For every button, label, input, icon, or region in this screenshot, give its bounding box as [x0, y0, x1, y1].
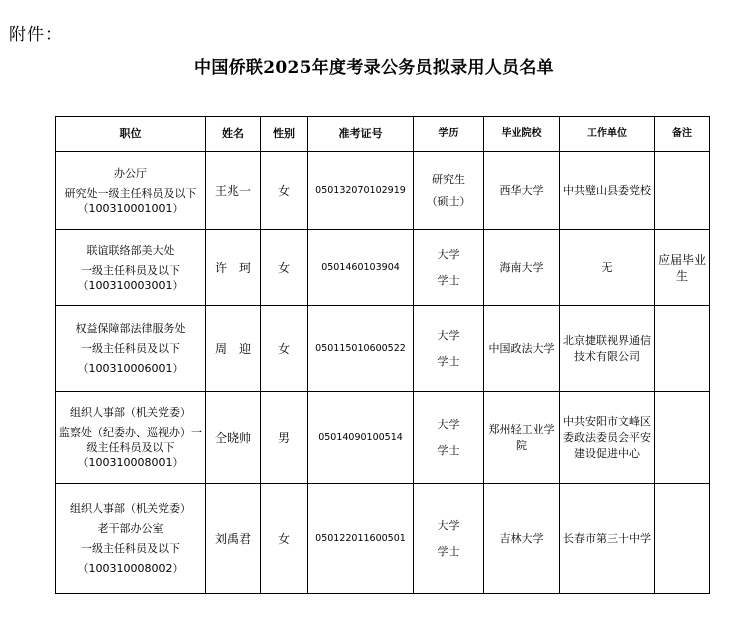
education-line: 学士: [437, 544, 460, 558]
cell-education: [414, 392, 484, 484]
cell-position: [56, 306, 206, 392]
cell-school: 海南大学: [484, 230, 560, 306]
education-line: 大学: [437, 417, 460, 431]
cell-name: 王兆一: [206, 152, 261, 230]
position-line: 办公厅: [114, 166, 147, 180]
cell-work-unit: 中共安阳市文峰区委政法委员会平安建设促进中心: [560, 392, 655, 484]
position-line: 组织人事部（机关党委）: [70, 406, 191, 419]
cell-gender: 女: [261, 306, 308, 392]
position-line: 联谊联络部美大处: [86, 243, 175, 257]
cell-exam-id: 0501460103904: [308, 230, 414, 306]
cell-school: 中国政法大学: [484, 306, 560, 392]
cell-remark: [655, 392, 710, 484]
column-header-exam-id: 准考证号: [308, 117, 414, 152]
education-line: 大学: [437, 328, 460, 342]
cell-position: [56, 484, 206, 594]
education-line: 学士: [437, 354, 460, 368]
cell-school: 吉林大学: [484, 484, 560, 594]
cell-education: [414, 306, 484, 392]
cell-name: 刘禹君: [206, 484, 261, 594]
table-row: [56, 306, 710, 392]
position-line: （100310008002）: [77, 562, 184, 575]
cell-name: 许 珂: [206, 230, 261, 306]
column-header-work-unit: 工作单位: [560, 117, 655, 152]
position-line: 组织人事部（机关党委）: [70, 502, 191, 515]
position-line: 监察处（纪委办、巡视办）一级主任科员及以下（100310008001）: [59, 426, 202, 469]
education-line: 大学: [437, 518, 460, 532]
table-row: [56, 230, 710, 306]
table-header-row: [56, 117, 710, 152]
table-row: [56, 392, 710, 484]
cell-education: [414, 152, 484, 230]
cell-education: [414, 484, 484, 594]
cell-name: 仝晓帅: [206, 392, 261, 484]
cell-work-unit: 无: [560, 230, 655, 306]
cell-position: [56, 230, 206, 306]
cell-gender: 男: [261, 392, 308, 484]
education-line: （硕士）: [426, 194, 471, 208]
column-header-remark: 备注: [655, 117, 710, 152]
column-header-school: 毕业院校: [484, 117, 560, 152]
cell-work-unit: 中共璧山县委党校: [560, 152, 655, 230]
cell-education: [414, 230, 484, 306]
cell-position: [56, 152, 206, 230]
cell-gender: 女: [261, 230, 308, 306]
position-line: 老干部办公室: [97, 522, 164, 535]
table-row: [56, 484, 710, 594]
position-line: 研究处一级主任科员及以下（100310001001）: [64, 186, 197, 215]
education-line: 大学: [437, 247, 460, 261]
education-line: 研究生: [432, 172, 465, 186]
column-header-name: 姓名: [206, 117, 261, 152]
cell-remark: 应届毕业生: [655, 230, 710, 306]
cell-name: 周 迎: [206, 306, 261, 392]
column-header-position: 职位: [56, 117, 206, 152]
attachment-label: 附件：: [9, 25, 63, 45]
position-line: （100310003001）: [77, 278, 184, 292]
column-header-gender: 性别: [261, 117, 308, 152]
cell-work-unit: 北京捷联视界通信技术有限公司: [560, 306, 655, 392]
column-header-education: 学历: [414, 117, 484, 152]
education-line: 学士: [437, 273, 460, 287]
cell-exam-id: 050115010600522: [308, 306, 414, 392]
table-row: [56, 152, 710, 230]
cell-remark: [655, 306, 710, 392]
page-title: 中国侨联2025年度考录公务员拟录用人员名单: [194, 58, 554, 78]
cell-gender: 女: [261, 484, 308, 594]
position-line: 一级主任科员及以下: [81, 342, 180, 355]
position-line: （100310006001）: [77, 362, 184, 375]
cell-remark: [655, 484, 710, 594]
cell-work-unit: 长春市第三十中学: [560, 484, 655, 594]
cell-remark: [655, 152, 710, 230]
cell-exam-id: 050132070102919: [308, 152, 414, 230]
cell-exam-id: 050122011600501: [308, 484, 414, 594]
position-line: 一级主任科员及以下: [81, 263, 180, 277]
cell-exam-id: 05014090100514: [308, 392, 414, 484]
position-line: 一级主任科员及以下: [81, 542, 180, 555]
candidate-table: [55, 116, 710, 594]
cell-school: 西华大学: [484, 152, 560, 230]
position-line: 权益保障部法律服务处: [75, 322, 186, 335]
education-line: 学士: [437, 443, 460, 457]
cell-position: [56, 392, 206, 484]
cell-gender: 女: [261, 152, 308, 230]
cell-school: 郑州轻工业学院: [484, 392, 560, 484]
